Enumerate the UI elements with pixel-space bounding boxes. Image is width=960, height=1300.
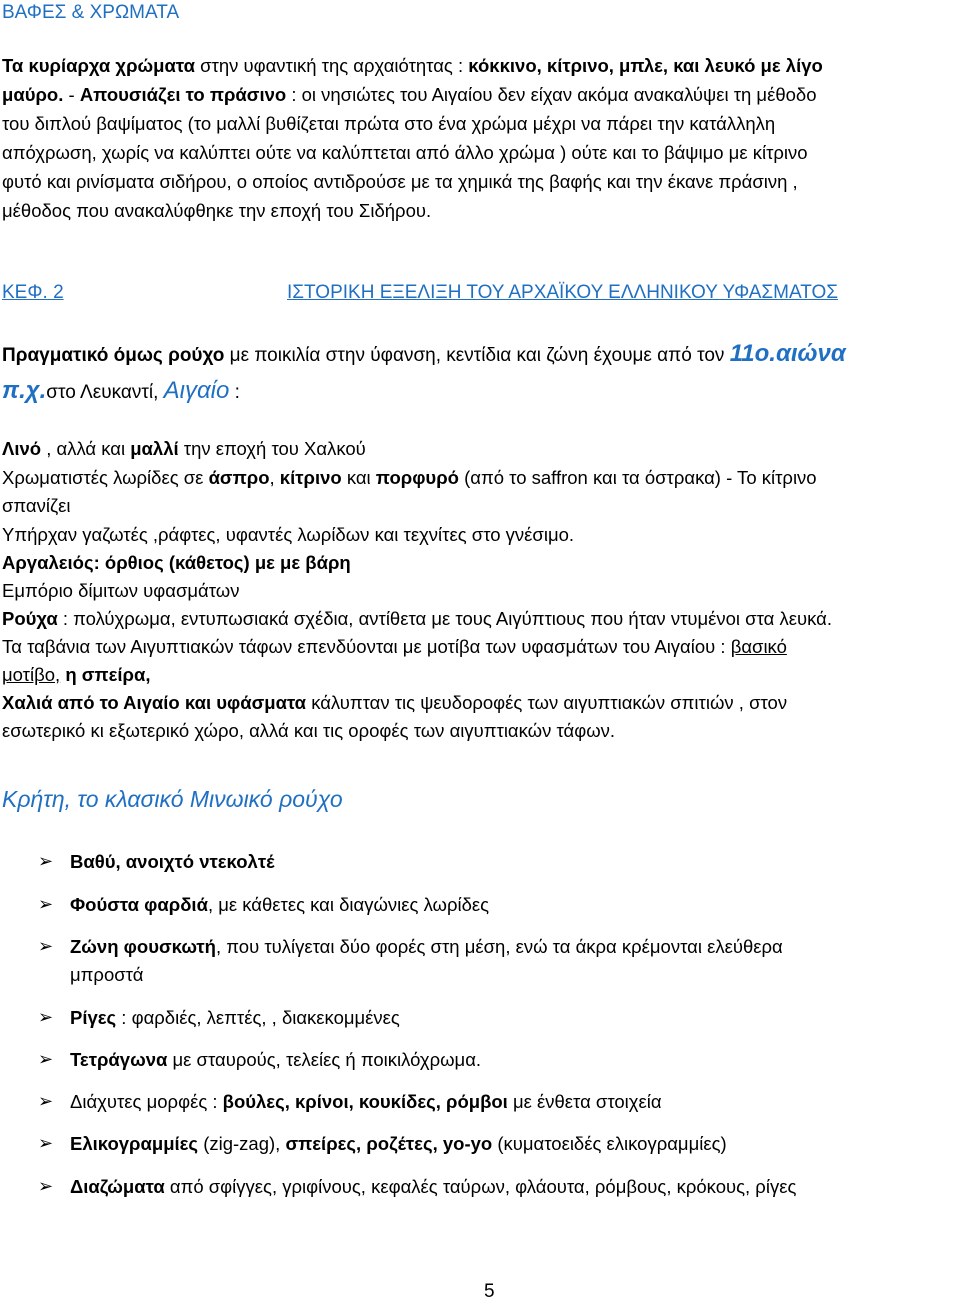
intro-text: στην υφαντική της αρχαιότητας :: [194, 55, 469, 76]
spiral-bold: η σπείρα,: [65, 664, 151, 685]
intro-black: μαύρο.: [2, 84, 64, 105]
craftsmen-line: Υπήρχαν γαζωτές ,ράφτες, υφαντές λωρίδων και τεχνίτες στο γνέσιμο.: [2, 524, 575, 545]
intro-dash: -: [63, 84, 80, 105]
squares-text: με σταυρούς, τελείες ή ποικιλόχρωμα.: [167, 1049, 482, 1070]
list-item-text: [70, 1007, 400, 1029]
intro-text: : οι νησιώτες του Αιγαίου δεν είχαν ακόμα ανακαλύψει τη μέθοδο: [286, 84, 817, 105]
color-stripes-line-2: σπανίζει: [2, 495, 71, 516]
belt-bold: Ζώνη φουσκωτή: [70, 936, 216, 957]
friezes-bold: Διαζώματα: [70, 1176, 165, 1197]
arrow-bullet-icon: ➢: [38, 1133, 54, 1153]
trade-line: Εμπόριο δίμιτων υφασμάτων: [2, 580, 240, 601]
wool-bold: μαλλί: [130, 438, 179, 459]
clothes-line: [2, 608, 832, 630]
aegean-label: Αιγαίο: [163, 377, 230, 404]
purple-bold: πορφυρό: [375, 467, 459, 488]
skirt-text: , με κάθετες και διαγώνιες λωρίδες: [207, 894, 490, 915]
skirt-bold: Φούστα φαρδιά: [70, 894, 208, 915]
intro-color-list: κόκκινο, κίτρινο, μπλε, και λευκό με λίγο: [468, 55, 823, 76]
chapter-label: ΚΕΦ. 2: [2, 282, 64, 303]
white-bold: άσπρο: [208, 467, 270, 488]
basic-motif-link: βασικό: [730, 636, 787, 657]
intro-line-5: φυτό και ρινίσματα σιδήρου, ο οποίος αντιδρούσε με τα χημικά της βαφής και την έκανε πράσινη ,: [2, 171, 798, 192]
zigzag-text: (zig-zag),: [198, 1133, 286, 1154]
inserts-text: με ένθετα στοιχεία: [507, 1091, 662, 1112]
arrow-bullet-icon: ➢: [38, 1091, 54, 1111]
century-label: 11ο.αιώνα: [729, 340, 846, 367]
rosettes-bold: σπείρες, ροζέτες, yo-yo: [285, 1133, 493, 1154]
rugs-bold: Χαλιά από το Αιγαίο και υφάσματα: [2, 692, 307, 713]
colon: :: [229, 382, 240, 403]
clothes-text: : πολύχρωμα, εντυπωσιακά σχέδια, αντίθετα με τους Αιγύπτιους που ήταν ντυμένοι στα λευκά.: [57, 608, 832, 629]
color-stripes-line-1: [2, 467, 817, 489]
yellow-bold: κίτρινο: [279, 467, 342, 488]
intro-line-1: [2, 52, 823, 81]
bc-label: π.χ.: [2, 377, 47, 404]
belt-text: , που τυλίγεται δύο φορές στη μέση, ενώ τα άκρα κρέμονται ελεύθερα: [216, 936, 783, 957]
linen-text: , αλλά και: [41, 438, 131, 459]
intro-bold-colors: Τα κυρίαρχα χρώματα: [2, 55, 195, 76]
list-item-text: [70, 1091, 662, 1113]
list-item-text: [70, 1176, 796, 1198]
squares-bold: Τετράγωνα: [70, 1049, 168, 1070]
stripes-text: Χρωματιστές λωρίδες σε: [2, 467, 209, 488]
tombs-text: Τα ταβάνια των Αιγυπτιακών τάφων επενδύονται με μοτίβα των υφασμάτων του Αιγαίου :: [2, 636, 731, 657]
list-item-text: [70, 936, 783, 958]
loom-line: Αργαλειός: όρθιος (κάθετος) με με βάρη: [2, 552, 351, 573]
wave-text: (κυματοειδές ελικογραμμίες): [492, 1133, 727, 1154]
spirals-bold: Ελικογραμμίες: [70, 1133, 199, 1154]
linen-bold: Λινό: [2, 438, 42, 459]
stripes-text: : φαρδιές, λεπτές, , διακεκομμένες: [116, 1007, 400, 1028]
tombs-line-1: [2, 636, 787, 658]
intro-line-6: μέθοδος που ανακαλύφθηκε την εποχή του Σιδήρου.: [2, 200, 432, 221]
real-garment-bold: Πραγματικό όμως ρούχο: [2, 345, 225, 366]
intro-line-2: [2, 81, 817, 110]
intro-line-4: απόχρωση, χωρίς να καλύπτει ούτε να καλύπτεται από άλλο χρώμα ) ούτε και το βάψιμο με κίτρινο: [2, 142, 808, 163]
comma: ,: [269, 467, 280, 488]
section-title: ΒΑΦΕΣ & ΧΡΩΜΑΤΑ: [2, 2, 180, 23]
chapter-title: ΙΣΤΟΡΙΚΗ ΕΞΕΛΙΞΗ ΤΟΥ ΑΡΧΑΪΚΟΥ ΕΛΛΗΝΙΚΟΥ ΥΦΑΣΜΑΤΟΣ: [287, 282, 838, 303]
linen-line: [2, 438, 366, 460]
arrow-bullet-icon: ➢: [38, 936, 54, 956]
arrow-bullet-icon: ➢: [38, 851, 54, 871]
dots-bold: βούλες, κρίνοι, κουκίδες, ρόμβοι: [222, 1091, 508, 1112]
intro-line-3: του διπλού βαψίματος (το μαλλί βυθίζεται πρώτα στο ένα χρώμα μέχρι να πάρει την κατάλληλη: [2, 113, 776, 134]
rugs-line-1: [2, 692, 787, 714]
and-text: και: [341, 467, 376, 488]
arrow-bullet-icon: ➢: [38, 1176, 54, 1196]
arrow-bullet-icon: ➢: [38, 894, 54, 914]
saffron-text: (από το saffron και τα όστρακα) - Το κίτρινο: [458, 467, 817, 488]
tombs-line-2: [2, 664, 150, 686]
real-garment-line-1: [2, 340, 846, 368]
diffuse-forms-text: Διάχυτες μορφές :: [70, 1091, 223, 1112]
rugs-text: κάλυπταν τις ψευδοροφές των αιγυπτιακών σπιτιών , στον: [306, 692, 788, 713]
list-item-text: [70, 894, 489, 916]
list-item-continuation: μπροστά: [70, 964, 144, 985]
rugs-line-2: εσωτερικό κι εξωτερικό χώρο, αλλά και τις οροφές των αιγυπτιακών τάφων.: [2, 720, 616, 741]
real-garment-line-2: [2, 377, 240, 405]
friezes-text: από σφίγγες, γριφίνους, κεφαλές ταύρων, φλάουτα, ρόμβους, κρόκους, ρίγες: [164, 1176, 797, 1197]
page-number: 5: [484, 1281, 495, 1300]
list-item-text: [70, 1133, 727, 1155]
intro-green-missing: Απουσιάζει το πράσινο: [79, 84, 287, 105]
motif-underlined: μοτίβο,: [2, 664, 61, 685]
arrow-bullet-icon: ➢: [38, 1049, 54, 1069]
bronze-age-text: την εποχή του Χαλκού: [178, 438, 366, 459]
stripes-bold: Ρίγες: [70, 1007, 117, 1028]
list-item-text: [70, 1049, 481, 1071]
real-garment-text: με ποικιλία στην ύφανση, κεντίδια και ζώνη έχουμε από τον: [224, 345, 730, 366]
crete-title: Κρήτη, το κλασικό Μινωικό ρούχο: [2, 786, 343, 812]
clothes-bold: Ρούχα: [2, 608, 58, 629]
list-item-text: Βαθύ, ανοιχτό ντεκολτέ: [70, 851, 275, 872]
arrow-bullet-icon: ➢: [38, 1007, 54, 1027]
place-text: στο Λευκαντί,: [46, 382, 164, 403]
